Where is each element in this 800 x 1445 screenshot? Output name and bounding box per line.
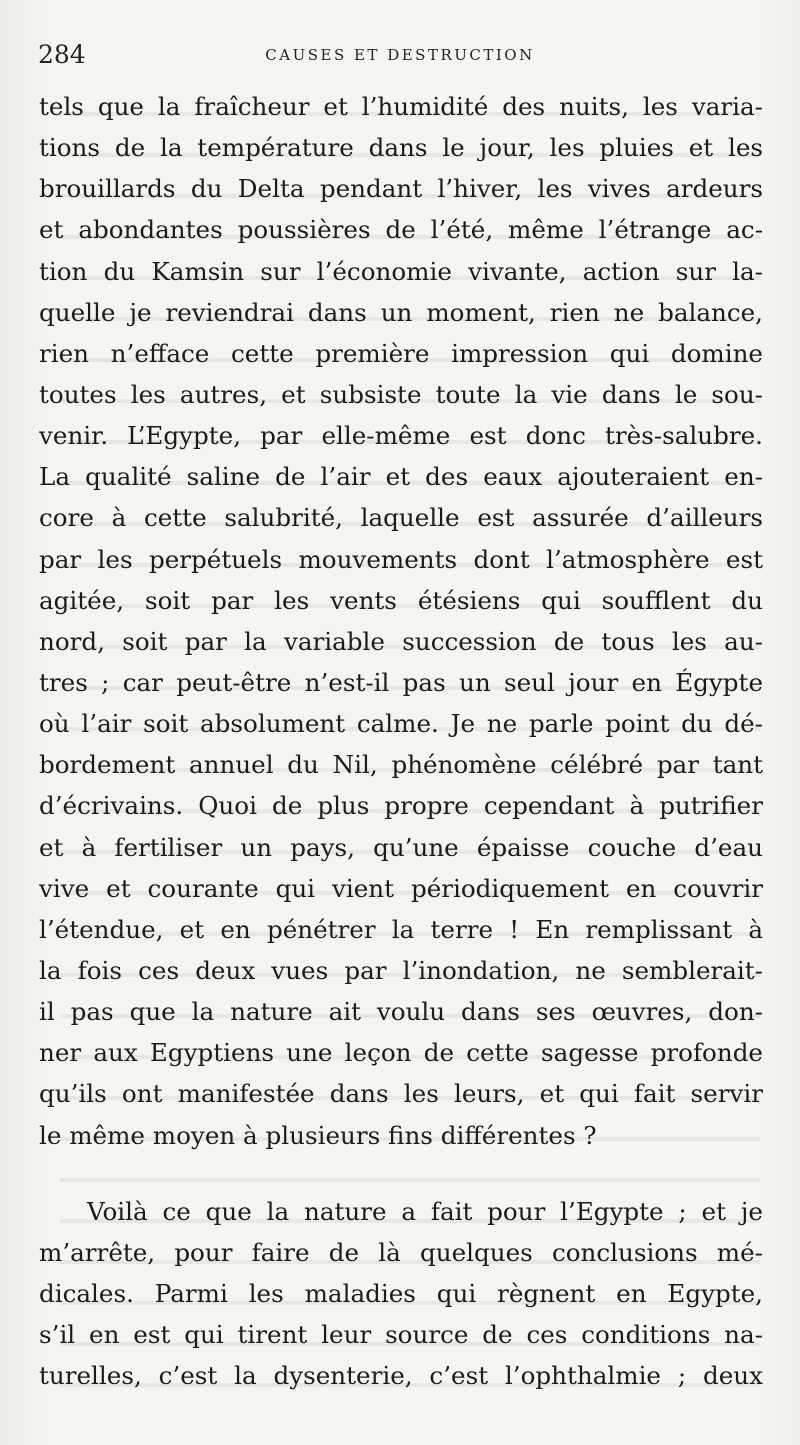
text-line: tion du Kamsin sur l’économie vivante, action sur la- xyxy=(39,256,763,286)
paragraph-1 xyxy=(39,86,763,1156)
text-line: core à cette salubrité, laquelle est assurée d’ailleurs xyxy=(39,503,763,533)
running-title: CAUSES ET DESTRUCTION xyxy=(265,46,535,64)
text-line: Voilà ce que la nature a fait pour l’Egypte ; et je xyxy=(87,1196,763,1226)
page-header xyxy=(38,40,762,70)
text-line: qu’ils ont manifestée dans les leurs, et qui fait servir xyxy=(39,1079,763,1109)
text-line: tions de la température dans le jour, les pluies et les xyxy=(39,133,763,163)
text-line: ner aux Egyptiens une leçon de cette sagesse profonde xyxy=(39,1038,763,1068)
text-line: l’étendue, et en pénétrer la terre ! En remplissant à xyxy=(39,914,763,944)
text-line: où l’air soit absolument calme. Je ne parle point du dé- xyxy=(39,709,763,739)
text-line: nord, soit par la variable succession de tous les au- xyxy=(39,626,763,656)
text-line: agitée, soit par les vents étésiens qui soufflent du xyxy=(39,585,763,615)
text-line: brouillards du Delta pendant l’hiver, les vives ardeurs xyxy=(39,174,763,204)
text-line: dicales. Parmi les maladies qui règnent en Egypte, xyxy=(39,1278,763,1308)
text-line: m’arrête, pour faire de là quelques conclusions mé- xyxy=(39,1237,763,1267)
text-line: tels que la fraîcheur et l’humidité des nuits, les varia- xyxy=(39,92,763,121)
text-line: d’écrivains. Quoi de plus propre cependant à putrifier xyxy=(39,791,763,821)
text-line: la fois ces deux vues par l’inondation, ne semblerait- xyxy=(39,955,763,985)
text-line: et abondantes poussières de l’été, même l’étrange ac- xyxy=(39,215,763,245)
text-line: et à fertiliser un pays, qu’une épaisse couche d’eau xyxy=(39,832,763,862)
text-line: toutes les autres, et subsiste toute la vie dans le sou- xyxy=(39,379,763,409)
text-line: rien n’efface cette première impression qui domine xyxy=(39,338,763,368)
body-text xyxy=(39,86,763,1396)
paragraph-2 xyxy=(39,1191,763,1397)
text-line: quelle je reviendrai dans un moment, rien ne balance, xyxy=(39,297,763,327)
text-line: par les perpétuels mouvements dont l’atmosphère est xyxy=(39,544,763,574)
page-number: 284 xyxy=(38,40,86,69)
text-line: venir. L’Egypte, par elle-même est donc très-salubre. xyxy=(39,421,763,451)
text-line: il pas que la nature ait voulu dans ses œuvres, don- xyxy=(39,997,763,1027)
paragraph-spacing xyxy=(39,1156,763,1191)
text-line: bordement annuel du Nil, phénomène célébré par tant xyxy=(39,750,763,780)
text-line: le même moyen à plusieurs fins différentes ? xyxy=(39,1120,597,1150)
text-line: La qualité saline de l’air et des eaux ajouteraient en- xyxy=(39,462,763,492)
text-line: turelles, c’est la dysenterie, c’est l’ophthalmie ; deux xyxy=(39,1361,763,1391)
text-line: tres ; car peut-être n’est-il pas un seul jour en Égypte xyxy=(39,667,763,697)
text-line: s’il en est qui tirent leur source de ces conditions na- xyxy=(39,1320,763,1350)
text-line: vive et courante qui vient périodiquement en couvrir xyxy=(39,873,763,903)
